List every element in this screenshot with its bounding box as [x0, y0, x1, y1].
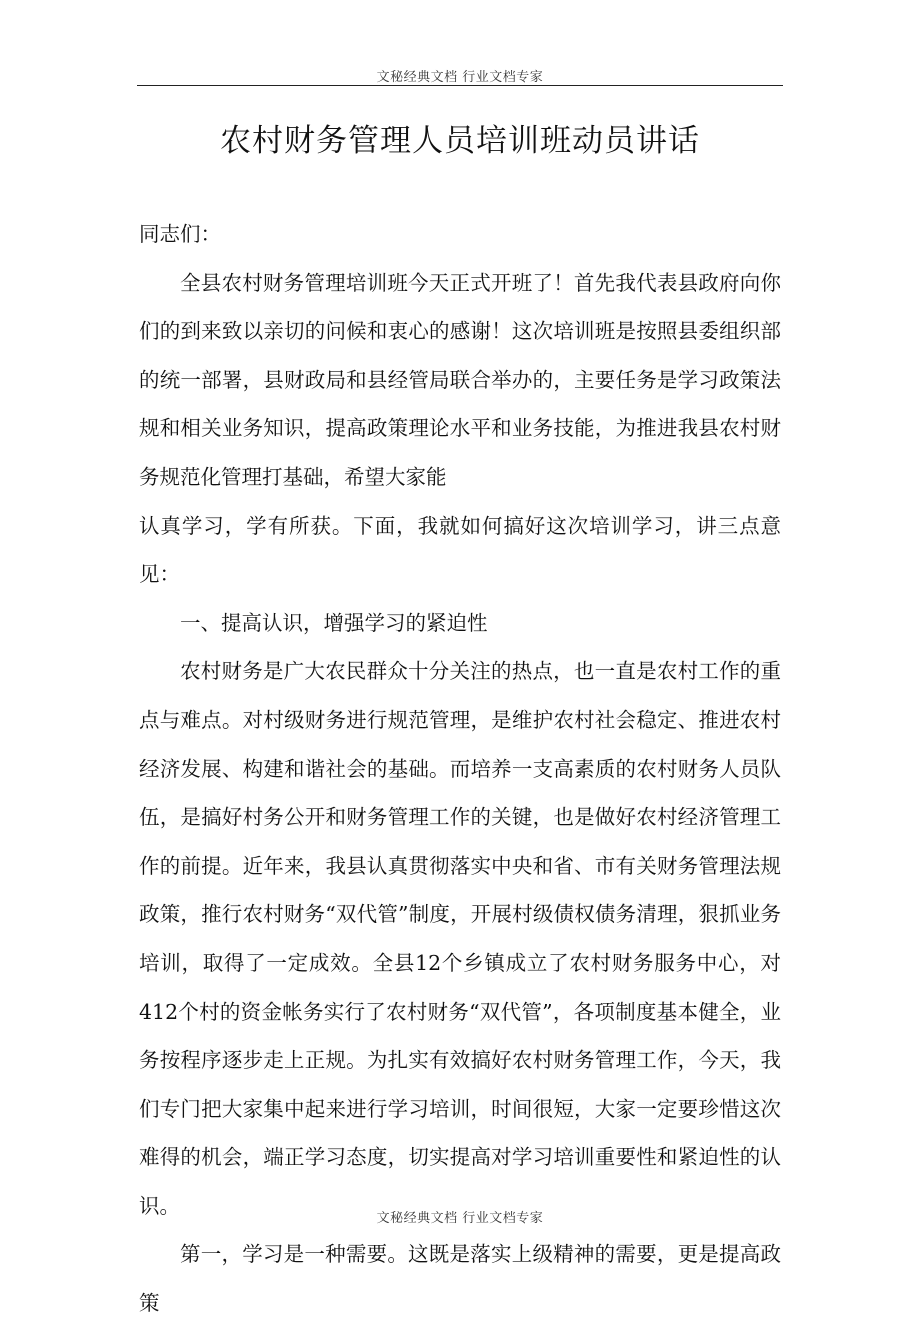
paragraph-opening: 全县农村财务管理培训班今天正式开班了！首先我代表县政府向你们的到来致以亲切的问候和衷心的感谢！这次培训班是按照县委组织部的统一部署，县财政局和县经管局联合举办的，主要任务是学习政策法规和相关业务知识，提高政策理论水平和业务技能，为推进我县农村财务规范化管理打基础，希望大家能	[139, 270, 781, 489]
section-heading-1: 一、提高认识，增强学习的紧迫性	[180, 610, 488, 635]
paragraph-continuation: 认真学习，学有所获。下面，我就如何搞好这次培训学习，讲三点意见：	[139, 513, 781, 587]
document-title: 农村财务管理人员培训班动员讲话	[220, 123, 700, 159]
document-body	[139, 210, 781, 1328]
paragraph-section-1: 农村财务是广大农民群众十分关注的热点，也一直是农村工作的重点与难点。对村级财务进行规范管理，是维护农村社会稳定、推进农村经济发展、构建和谐社会的基础。而培养一支高素质的农村财务人员队伍，是搞好村务公开和财务管理工作的关键，也是做好农村经济管理工作的前提。近年来，我县认真贯彻落实中央和省、市有关财务管理法规政策，推行农村财务“双代管”制度，开展村级债权债务清理，狠抓业务培训，取得了一定成效。全县12个乡镇成立了农村财务服务中心，对412个村的资金帐务实行了农村财务“双代管”，各项制度基本健全，业务按程序逐步走上正规。为扎实有效搞好农村财务管理工作，今天，我们专门把大家集中起来进行学习培训，时间很短，大家一定要珍惜这次难得的机会，端正学习态度，切实提高对学习培训重要性和紧迫性的认识。	[139, 659, 781, 1218]
salutation: 同志们：	[139, 222, 221, 246]
paragraph-point-1: 第一，学习是一种需要。这既是落实上级精神的需要，更是提高政策	[139, 1242, 781, 1316]
header-divider	[137, 85, 783, 86]
page-header: 文秘经典文档 行业文档专家	[376, 70, 544, 85]
page-footer: 文秘经典文档 行业文档专家	[376, 1211, 544, 1226]
